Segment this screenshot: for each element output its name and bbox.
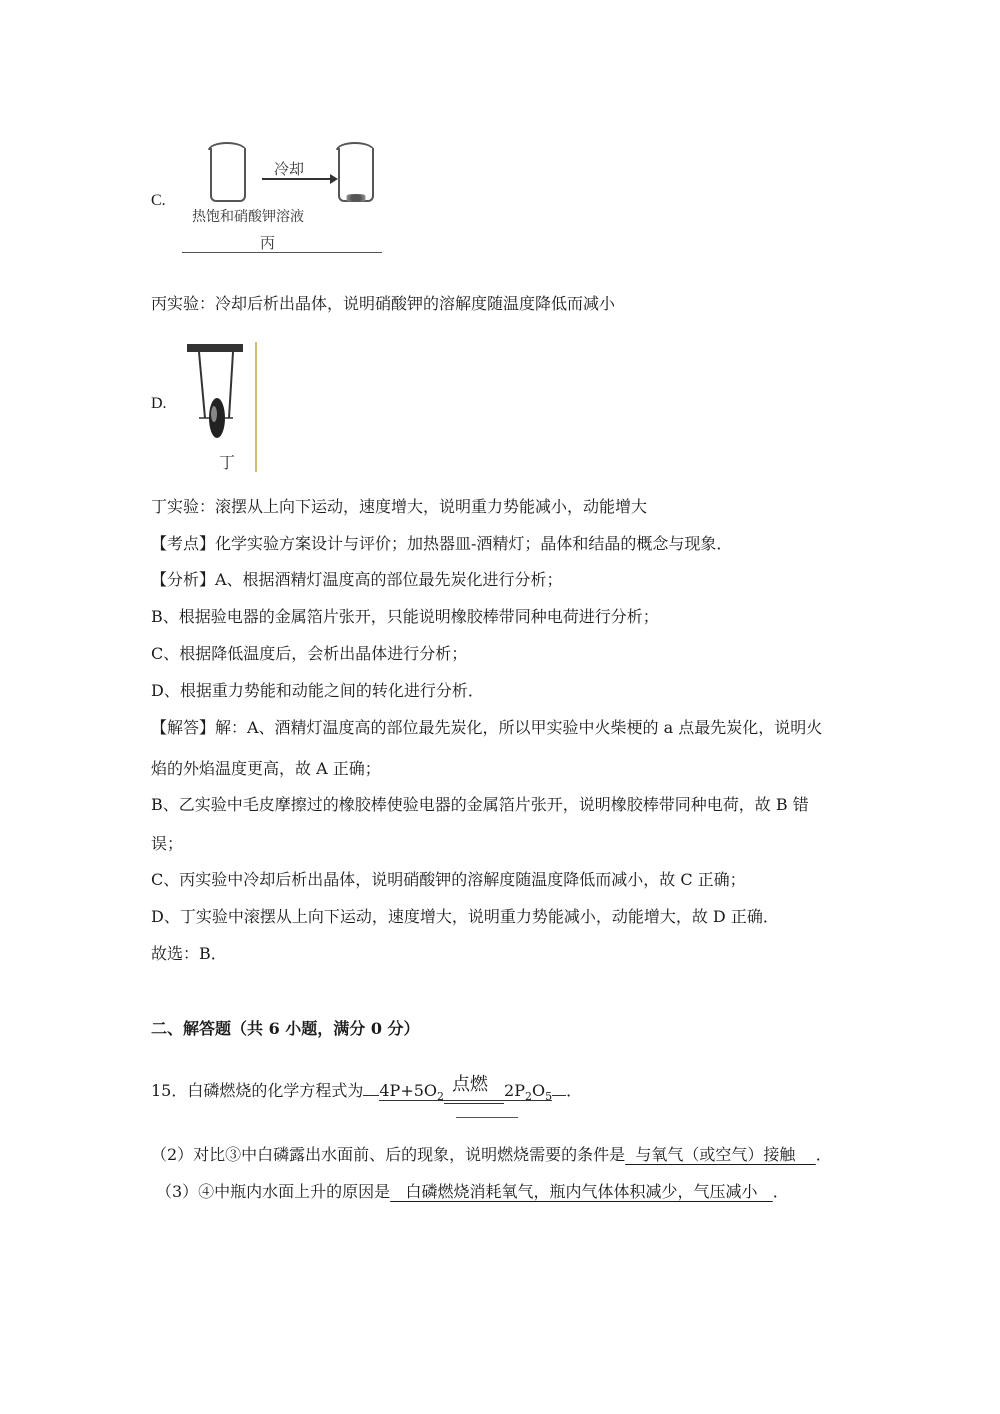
- arrow-label: 冷却: [274, 160, 305, 178]
- figure-c-caption: 热饱和硝酸钾溶液: [192, 209, 304, 225]
- q15-3-answer: 白磷燃烧消耗氧气，瓶内气体体积减少，气压减小: [405, 1182, 758, 1201]
- jieda-line-7: 故选：B．: [151, 944, 227, 963]
- jieda-line-6: D、丁实验中滚摆从上向下运动，速度增大，说明重力势能减小，动能增大，故 D 正确．: [151, 907, 779, 926]
- fenxi-line-4: D、根据重力势能和动能之间的转化进行分析．: [151, 681, 484, 700]
- q15-arrow: [444, 1074, 504, 1108]
- fenxi-line-1: 【分析】A、根据酒精灯温度高的部位最先炭化进行分析；: [151, 570, 563, 589]
- beaker-left: [210, 148, 246, 202]
- explain-d: 丁实验：滚摆从上向下运动，速度增大，说明重力势能减小，动能增大: [151, 497, 648, 516]
- figure-c: [192, 138, 390, 258]
- explain-c: 丙实验：冷却后析出晶体，说明硝酸钾的溶解度随温度降低而减小: [151, 294, 616, 313]
- q15-2-end: ．: [815, 1145, 832, 1164]
- jieda-line-3: B、乙实验中毛皮摩擦过的橡胶棒使验电器的金属箔片张开，说明橡胶棒带同种电荷，故 B 错: [151, 795, 809, 814]
- q15-prefix: 15．白磷燃烧的化学方程式为: [151, 1081, 364, 1100]
- figure-c-name: 丙: [260, 234, 276, 252]
- q15-condition: 点燃: [452, 1074, 489, 1096]
- section-heading: 二、解答题（共 6 小题，满分 0 分）: [151, 1019, 420, 1038]
- figure-c-rule: [182, 252, 382, 253]
- q15-3-prefix: （3）④中瓶内水面上升的原因是: [156, 1182, 391, 1201]
- option-c-label: C.: [151, 192, 166, 209]
- q15-end: ．: [566, 1081, 583, 1100]
- q15-lhs: $4P+5O_2$: [379, 1081, 445, 1104]
- q15-under-rule: [456, 1117, 518, 1118]
- jieda-line-2: 焰的外焰温度更高，故 A 正确；: [151, 759, 381, 778]
- jieda-line-4: 误；: [151, 834, 184, 853]
- q15-2-prefix: （2）对比③中白磷露出水面前、后的现象，说明燃烧需要的条件是: [151, 1145, 626, 1164]
- q15-3-line: [156, 1181, 789, 1203]
- crystals: [342, 194, 370, 202]
- figure-d-name: 丁: [219, 453, 236, 472]
- figure-d: [185, 342, 265, 474]
- q15-rhs: $2P_2O_5$: [504, 1081, 553, 1104]
- fenxi-line-2: B、根据验电器的金属箔片张开，只能说明橡胶棒带同种电荷进行分析；: [151, 607, 659, 626]
- jieda-line-1: 【解答】解：A、酒精灯温度高的部位最先炭化，所以甲实验中火柴梗的 a 点最先炭化，说明火: [151, 718, 823, 737]
- q15-3-end: ．: [772, 1182, 789, 1201]
- q15-2-answer: 与氧气（或空气）接触: [635, 1145, 796, 1164]
- q15-line: [151, 1074, 583, 1108]
- jieda-line-5: C、丙实验中冷却后析出晶体，说明硝酸钾的溶解度随温度降低而减小，故 C 正确；: [151, 870, 746, 889]
- kaodian: 【考点】化学实验方案设计与评价；加热器皿-酒精灯；晶体和结晶的概念与现象．: [151, 534, 733, 553]
- arrow-icon: [260, 172, 340, 186]
- fenxi-line-3: C、根据降低温度后，会析出晶体进行分析；: [151, 644, 468, 663]
- option-d-label: D.: [151, 395, 167, 412]
- q15-2-line: [151, 1144, 832, 1166]
